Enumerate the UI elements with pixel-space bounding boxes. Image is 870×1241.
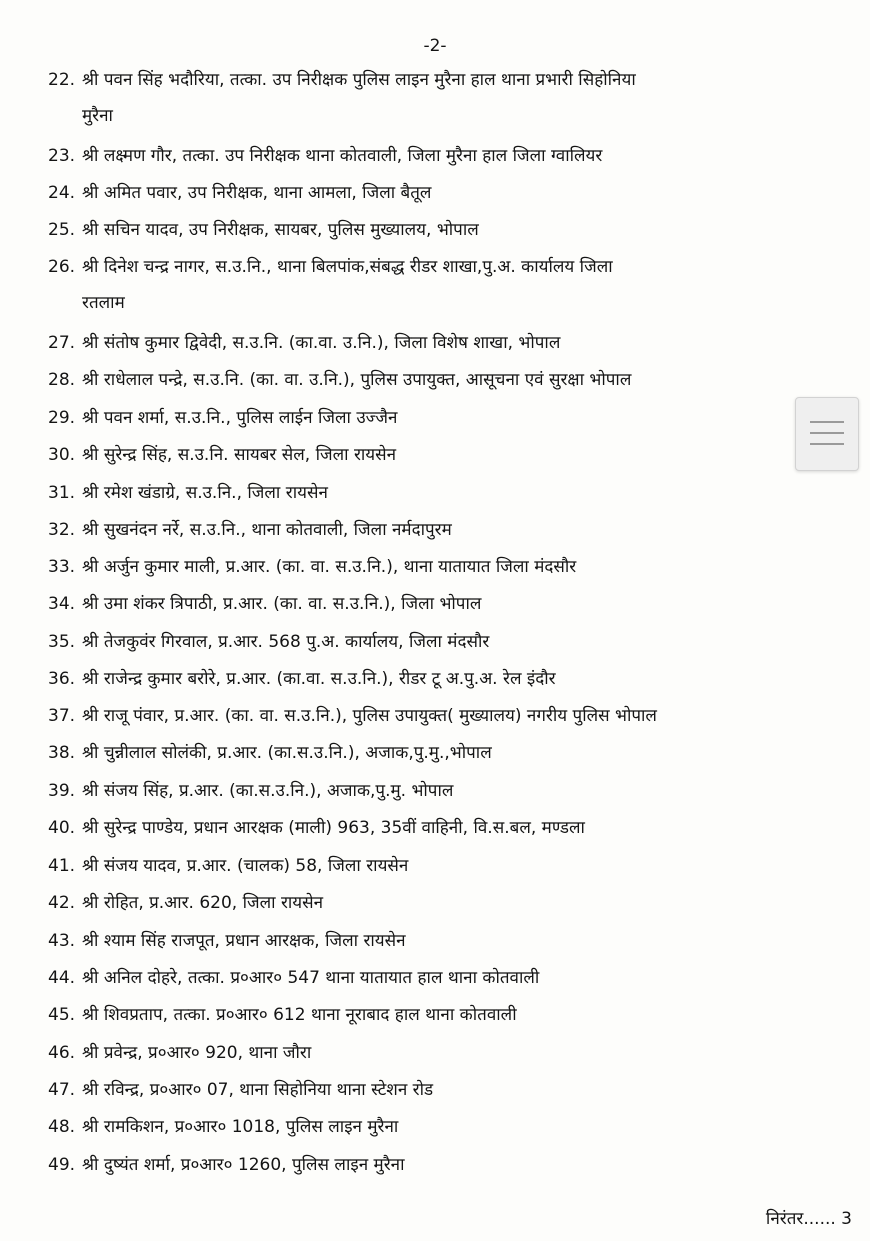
item-text: श्री रामकिशन, प्र०आर० 1018, पुलिस लाइन मुरैना <box>82 1117 399 1137</box>
item-number: 41. <box>48 856 76 876</box>
item-text: श्री राजेन्द्र कुमार बरोरे, प्र.आर. (का.वा. स.उ.नि.), रीडर टू अ.पु.अ. रेल इंदौर <box>82 669 556 689</box>
item-text: श्री शिवप्रताप, तत्का. प्र०आर० 612 थाना नूराबाद हाल थाना कोतवाली <box>82 1005 517 1025</box>
item-text: श्री अमित पवार, उप निरीक्षक, थाना आमला, जिला बैतूल <box>82 183 432 203</box>
item-number: 25. <box>48 220 76 240</box>
item-number: 29. <box>48 408 76 428</box>
item-text: श्री तेजकुवंर गिरवाल, प्र.आर. 568 पु.अ. कार्यालय, जिला मंदसौर <box>82 632 490 652</box>
item-number: 30. <box>48 445 76 465</box>
item-text: श्री श्याम सिंह राजपूत, प्रधान आरक्षक, जिला रायसेन <box>82 931 406 951</box>
list-item <box>48 586 808 622</box>
item-text: श्री अर्जुन कुमार माली, प्र.आर. (का. वा. स.उ.नि.), थाना यातायात जिला मंदसौर <box>82 557 577 577</box>
page-number: -2- <box>423 36 447 56</box>
item-text: श्री उमा शंकर त्रिपाठी, प्र.आर. (का. वा. स.उ.नि.), जिला भोपाल <box>82 594 482 614</box>
list-item <box>48 175 808 211</box>
item-text: श्री प्रवेन्द्र, प्र०आर० 920, थाना जौरा <box>82 1043 312 1063</box>
item-text: श्री राधेलाल पन्द्रे, स.उ.नि. (का. वा. उ.नि.), पुलिस उपायुक्त, आसूचना एवं सुरक्षा भोपाल <box>82 370 632 390</box>
item-number: 27. <box>48 333 76 353</box>
item-number: 35. <box>48 632 76 652</box>
item-number: 46. <box>48 1043 76 1063</box>
item-text: श्री राजू पंवार, प्र.आर. (का. वा. स.उ.नि.), पुलिस उपायुक्त( मुख्यालय) नगरीय पुलिस भोपाल <box>82 706 657 726</box>
item-text: श्री सुरेन्द्र पाण्डेय, प्रधान आरक्षक (माली) 963, 35वीं वाहिनी, वि.स.बल, मण्डला <box>82 818 585 838</box>
item-number: 40. <box>48 818 76 838</box>
item-number: 47. <box>48 1080 76 1100</box>
list-item <box>48 698 808 734</box>
item-number: 45. <box>48 1005 76 1025</box>
continued-footer: निरंतर...... 3 <box>765 1209 852 1229</box>
item-text: श्री सचिन यादव, उप निरीक्षक, सायबर, पुलिस मुख्यालय, भोपाल <box>82 220 479 240</box>
item-number: 33. <box>48 557 76 577</box>
item-number: 42. <box>48 893 76 913</box>
list-item <box>48 923 808 959</box>
list-item <box>48 400 808 436</box>
list-item <box>48 997 808 1033</box>
item-text-continuation: मुरैना <box>82 106 113 126</box>
list-item <box>48 885 808 921</box>
item-number: 34. <box>48 594 76 614</box>
item-text: श्री रोहित, प्र.आर. 620, जिला रायसेन <box>82 893 324 913</box>
item-text: श्री सुखनंदन नर्रे, स.उ.नि., थाना कोतवाली, जिला नर्मदापुरम <box>82 520 452 540</box>
list-item <box>48 549 808 585</box>
list-item <box>48 773 808 809</box>
list-item <box>48 212 808 248</box>
item-number: 48. <box>48 1117 76 1137</box>
item-number: 49. <box>48 1155 76 1175</box>
item-text: श्री रविन्द्र, प्र०आर० 07, थाना सिहोनिया थाना स्टेशन रोड <box>82 1080 434 1100</box>
list-item <box>48 960 808 996</box>
item-number: 43. <box>48 931 76 951</box>
item-text: श्री संजय सिंह, प्र.आर. (का.स.उ.नि.), अजाक,पु.मु. भोपाल <box>82 781 454 801</box>
item-number: 24. <box>48 183 76 203</box>
item-number: 37. <box>48 706 76 726</box>
item-number: 22. <box>48 70 76 90</box>
item-number: 31. <box>48 483 76 503</box>
list-item <box>48 1147 808 1183</box>
item-text: श्री पवन सिंह भदौरिया, तत्का. उप निरीक्षक पुलिस लाइन मुरैना हाल थाना प्रभारी सिहोनिया <box>82 70 636 90</box>
menu-icon-bar <box>810 421 844 423</box>
item-number: 28. <box>48 370 76 390</box>
item-number: 38. <box>48 743 76 763</box>
menu-icon-bar <box>810 443 844 445</box>
item-number: 36. <box>48 669 76 689</box>
list-item <box>48 735 808 771</box>
item-text: श्री दिनेश चन्द्र नागर, स.उ.नि., थाना बिलपांक,संबद्ध रीडर शाखा,पु.अ. कार्यालय जिला <box>82 257 613 277</box>
list-item <box>48 848 808 884</box>
item-number: 39. <box>48 781 76 801</box>
item-number: 23. <box>48 146 76 166</box>
list-item <box>48 624 808 660</box>
list-item <box>48 810 808 846</box>
list-item <box>48 362 808 398</box>
list-item <box>48 475 808 511</box>
list-item <box>48 512 808 548</box>
item-number: 26. <box>48 257 76 277</box>
item-text: श्री पवन शर्मा, स.उ.नि., पुलिस लाईन जिला उज्जैन <box>82 408 398 428</box>
item-text: श्री संजय यादव, प्र.आर. (चालक) 58, जिला रायसेन <box>82 856 409 876</box>
floating-menu-button[interactable] <box>795 397 859 471</box>
item-text: श्री संतोष कुमार द्विवेदी, स.उ.नि. (का.वा. उ.नि.), जिला विशेष शाखा, भोपाल <box>82 333 561 353</box>
list-item <box>48 325 808 361</box>
menu-icon-bar <box>810 432 844 434</box>
list-item <box>48 1035 808 1071</box>
list-item <box>48 62 808 134</box>
item-text: श्री रमेश खंडाग्रे, स.उ.नि., जिला रायसेन <box>82 483 328 503</box>
item-text: श्री लक्ष्मण गौर, तत्का. उप निरीक्षक थाना कोतवाली, जिला मुरैना हाल जिला ग्वालियर <box>82 146 603 166</box>
item-number: 44. <box>48 968 76 988</box>
list-item <box>48 661 808 697</box>
list-item <box>48 1072 808 1108</box>
list-item <box>48 437 808 473</box>
item-text: श्री चुन्नीलाल सोलंकी, प्र.आर. (का.स.उ.नि.), अजाक,पु.मु.,भोपाल <box>82 743 492 763</box>
list-item <box>48 1109 808 1145</box>
item-text: श्री दुष्यंत शर्मा, प्र०आर० 1260, पुलिस लाइन मुरैना <box>82 1155 405 1175</box>
item-text: श्री सुरेन्द्र सिंह, स.उ.नि. सायबर सेल, जिला रायसेन <box>82 445 397 465</box>
list-item <box>48 138 808 174</box>
item-number: 32. <box>48 520 76 540</box>
list-item <box>48 249 808 321</box>
item-text-continuation: रतलाम <box>82 293 125 313</box>
item-text: श्री अनिल दोहरे, तत्का. प्र०आर० 547 थाना यातायात हाल थाना कोतवाली <box>82 968 540 988</box>
